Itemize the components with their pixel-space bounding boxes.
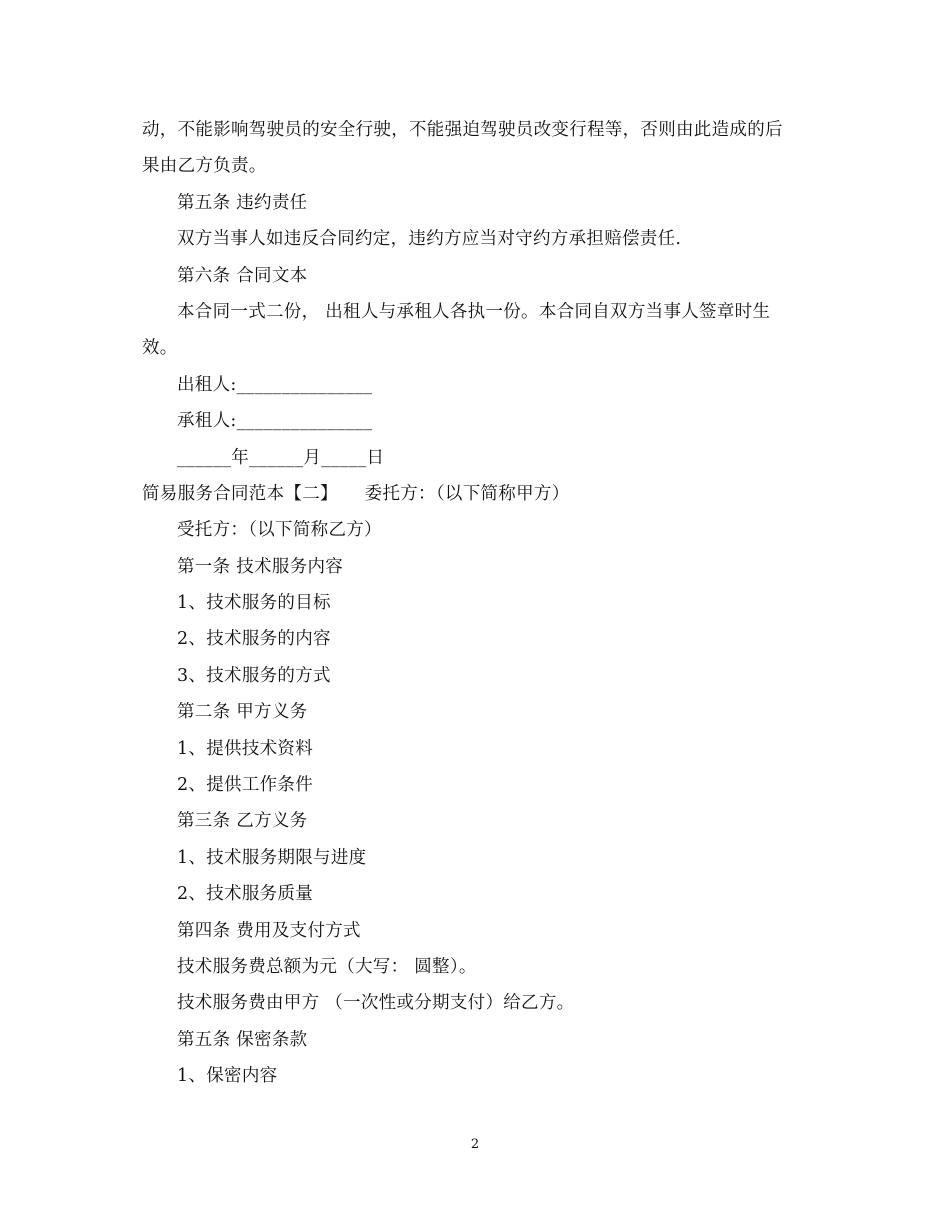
text-line: 1、技术服务期限与进度 — [177, 847, 367, 868]
text-line: 第六条 合同文本 — [177, 265, 308, 286]
text-line: 第三条 乙方义务 — [177, 811, 308, 832]
page-number: 2 — [470, 1137, 480, 1152]
document-body — [142, 112, 822, 1095]
text-line: 1、提供技术资料 — [177, 738, 314, 759]
text-line: 出租人:_______________ — [177, 374, 373, 395]
text-line: 受托方：（以下简称乙方） — [177, 520, 382, 541]
text-line: 简易服务合同范本【二】 委托方：（以下简称甲方） — [142, 483, 570, 504]
text-line: 第四条 费用及支付方式 — [177, 920, 361, 941]
text-line: 承租人:_______________ — [177, 411, 373, 432]
text-line: 第二条 甲方义务 — [177, 702, 308, 723]
text-line: 技术服务费由甲方 （一次性或分期支付）给乙方。 — [177, 993, 575, 1014]
text-line: 第五条 保密条款 — [177, 1029, 308, 1050]
text-line: 1、保密内容 — [177, 1066, 278, 1087]
text-line: 第五条 违约责任 — [177, 192, 308, 213]
text-line: 本合同一式二份， 出租人与承租人各执一份。本合同自双方当事人签章时生 — [177, 301, 771, 322]
text-line: 效。 — [142, 338, 178, 359]
text-line: 1、技术服务的目标 — [177, 593, 331, 614]
text-line: 双方当事人如违反合同约定，违约方应当对守约方承担赔偿责任. — [177, 229, 682, 250]
text-line: 2、技术服务的内容 — [177, 629, 331, 650]
text-line: 动，不能影响驾驶员的安全行驶，不能强迫驾驶员改变行程等，否则由此造成的后 — [142, 120, 783, 140]
text-line: 2、提供工作条件 — [177, 775, 314, 796]
text-line: 第一条 技术服务内容 — [177, 556, 344, 577]
text-line: 3、技术服务的方式 — [177, 665, 331, 686]
text-line: 2、技术服务质量 — [177, 884, 314, 905]
text-line: 技术服务费总额为元（大写： 圆整）。 — [177, 956, 477, 977]
text-line: 果由乙方负责。 — [142, 156, 267, 177]
text-line: ______年______月_____日 — [177, 447, 385, 468]
